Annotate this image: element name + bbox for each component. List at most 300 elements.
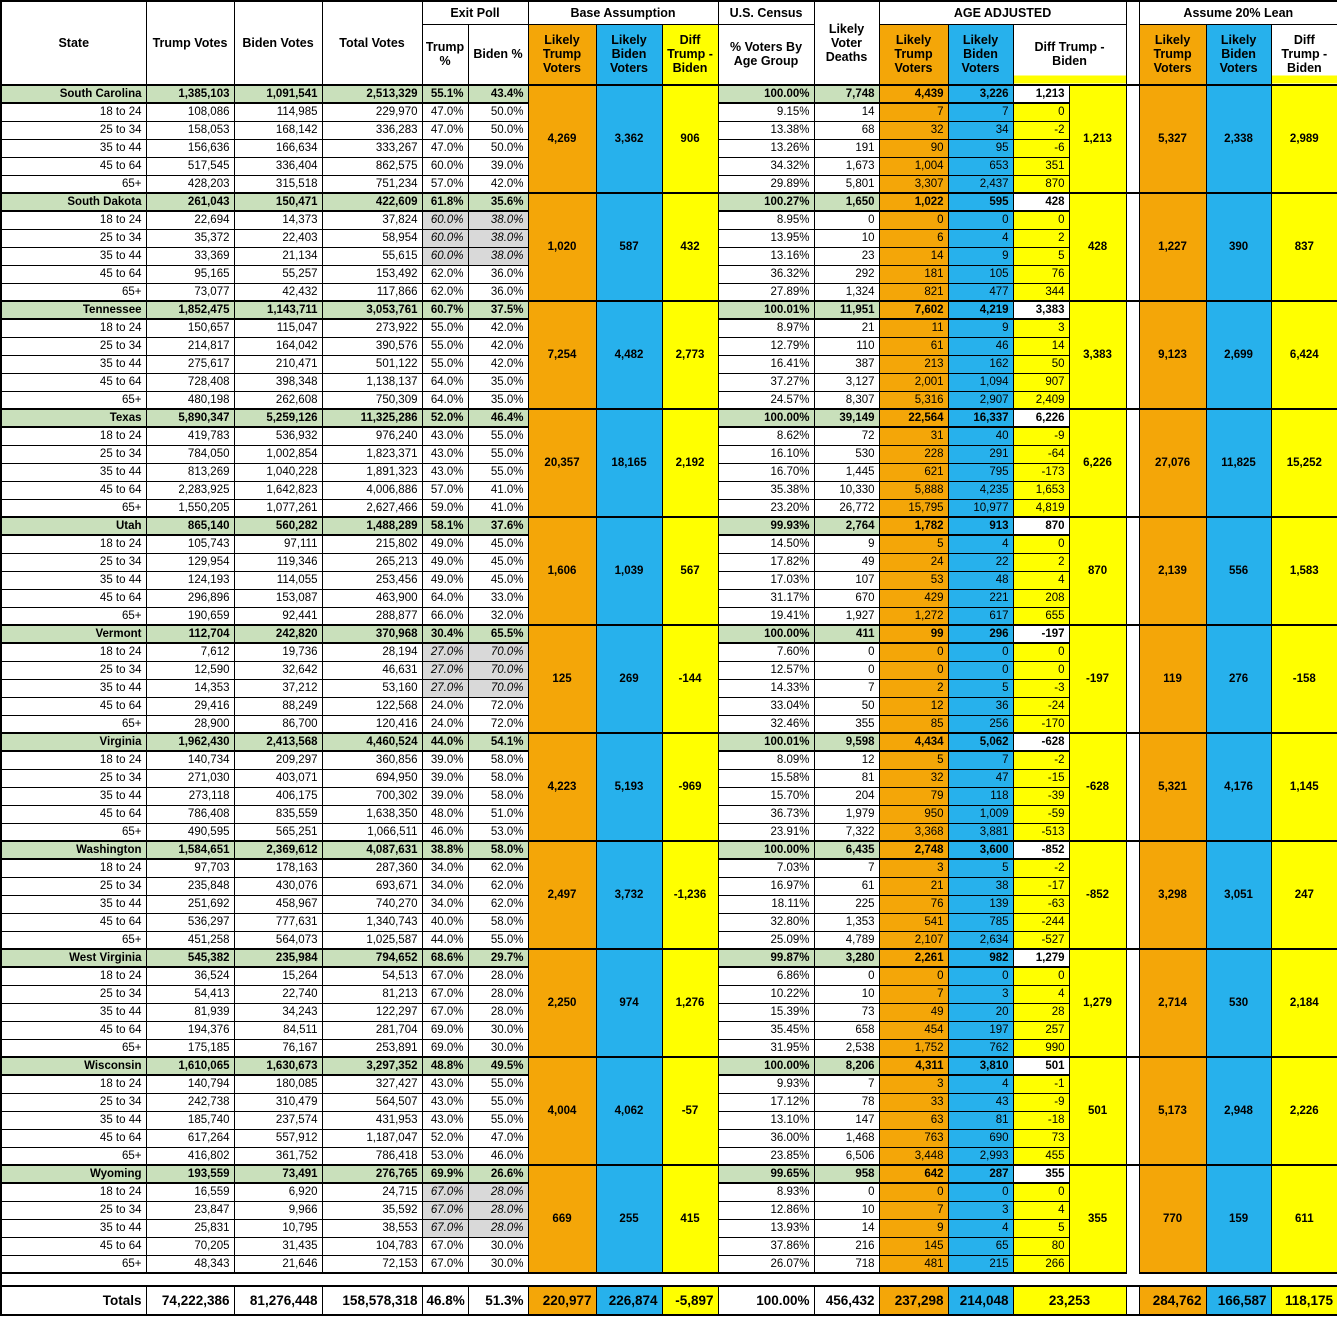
cell-likely-voter-deaths: 6,506 <box>814 1147 879 1165</box>
cell-adj-diff: -6 <box>1013 139 1069 157</box>
cell-base-likely-trump: 7,254 <box>528 301 596 409</box>
cell-likely-voter-deaths: 10,330 <box>814 481 879 499</box>
cell-biden-votes: 310,479 <box>234 1093 322 1111</box>
cell-exit-biden-pct: 42.0% <box>468 337 528 355</box>
cell-exit-trump-pct: 67.0% <box>422 1237 468 1255</box>
cell-pct-voters-by-age: 37.86% <box>718 1237 814 1255</box>
cell-exit-biden-pct: 58.0% <box>468 751 528 769</box>
cell-biden-votes: 114,055 <box>234 571 322 589</box>
cell-pct-voters-by-age: 36.00% <box>718 1129 814 1147</box>
cell-adj-likely-biden: 3,600 <box>948 841 1013 859</box>
cell-biden-votes: 560,282 <box>234 517 322 535</box>
cell-exit-trump-pct: 46.0% <box>422 823 468 841</box>
total-total-votes: 158,578,318 <box>322 1286 422 1315</box>
cell-total-votes: 11,325,286 <box>322 409 422 427</box>
cell-exit-biden-pct: 45.0% <box>468 571 528 589</box>
cell-exit-trump-pct: 47.0% <box>422 121 468 139</box>
cell-biden-votes: 73,491 <box>234 1165 322 1183</box>
cell-biden-votes: 1,091,541 <box>234 85 322 103</box>
cell-adj-diff: -63 <box>1013 895 1069 913</box>
header-exit-biden-pct: Biden % <box>468 24 528 85</box>
cell-adj-likely-trump: 3,368 <box>879 823 948 841</box>
cell-exit-trump-pct: 24.0% <box>422 697 468 715</box>
cell-base-likely-trump: 2,497 <box>528 841 596 949</box>
cell-adj-diff: 2,409 <box>1013 391 1069 409</box>
cell-exit-biden-pct: 70.0% <box>468 661 528 679</box>
age-group-label: 65+ <box>1 715 146 733</box>
cell-trump-votes: 48,343 <box>146 1255 234 1273</box>
cell-adj-likely-biden: 595 <box>948 193 1013 211</box>
cell-trump-votes: 70,205 <box>146 1237 234 1255</box>
cell-biden-votes: 166,634 <box>234 139 322 157</box>
header-state: State <box>1 1 146 85</box>
cell-exit-biden-pct: 55.0% <box>468 1075 528 1093</box>
cell-adj-diff: -1 <box>1013 1075 1069 1093</box>
cell-biden-votes: 458,967 <box>234 895 322 913</box>
cell-base-diff: 2,773 <box>662 301 718 409</box>
cell-adj-likely-trump: 7 <box>879 1201 948 1219</box>
cell-pct-voters-by-age: 14.33% <box>718 679 814 697</box>
cell-exit-biden-pct: 58.0% <box>468 769 528 787</box>
cell-adj-likely-trump: 99 <box>879 625 948 643</box>
cell-likely-voter-deaths: 0 <box>814 643 879 661</box>
cell-exit-biden-pct: 36.0% <box>468 265 528 283</box>
cell-pct-voters-by-age: 13.26% <box>718 139 814 157</box>
cell-adj-diff: -2 <box>1013 751 1069 769</box>
cell-exit-trump-pct: 30.4% <box>422 625 468 643</box>
cell-adj-diff: -9 <box>1013 1093 1069 1111</box>
header-lean-likely-biden: Likely Biden Voters <box>1206 24 1271 85</box>
cell-total-votes: 1,340,743 <box>322 913 422 931</box>
cell-adj-diff: 0 <box>1013 1183 1069 1201</box>
header-lean-likely-trump: Likely Trump Voters <box>1139 24 1206 85</box>
header-base-assumption: Base Assumption <box>528 1 718 24</box>
cell-base-diff: 906 <box>662 85 718 193</box>
cell-biden-votes: 536,932 <box>234 427 322 445</box>
cell-lean-diff: 1,583 <box>1271 517 1337 625</box>
cell-lean-likely-biden: 390 <box>1206 193 1271 301</box>
cell-adj-likely-trump: 63 <box>879 1111 948 1129</box>
cell-adj-likely-biden: 4 <box>948 535 1013 553</box>
cell-exit-trump-pct: 34.0% <box>422 895 468 913</box>
cell-adj-likely-biden: 0 <box>948 967 1013 985</box>
cell-biden-votes: 180,085 <box>234 1075 322 1093</box>
cell-pct-voters-by-age: 8.95% <box>718 211 814 229</box>
state-name: Texas <box>1 409 146 427</box>
cell-exit-biden-pct: 26.6% <box>468 1165 528 1183</box>
cell-adj-likely-biden: 1,009 <box>948 805 1013 823</box>
cell-likely-voter-deaths: 12 <box>814 751 879 769</box>
state-name: South Carolina <box>1 85 146 103</box>
cell-total-votes: 53,160 <box>322 679 422 697</box>
cell-total-votes: 72,153 <box>322 1255 422 1273</box>
cell-base-diff: 432 <box>662 193 718 301</box>
cell-exit-trump-pct: 40.0% <box>422 913 468 931</box>
cell-adj-diff: -39 <box>1013 787 1069 805</box>
cell-total-votes: 694,950 <box>322 769 422 787</box>
cell-adj-likely-trump: 7 <box>879 985 948 1003</box>
cell-biden-votes: 88,249 <box>234 697 322 715</box>
cell-trump-votes: 1,852,475 <box>146 301 234 319</box>
cell-adj-likely-trump: 0 <box>879 967 948 985</box>
age-group-label: 35 to 44 <box>1 895 146 913</box>
spacer-column <box>1126 193 1139 301</box>
cell-likely-voter-deaths: 1,468 <box>814 1129 879 1147</box>
cell-pct-voters-by-age: 18.11% <box>718 895 814 913</box>
cell-exit-biden-pct: 62.0% <box>468 895 528 913</box>
cell-pct-voters-by-age: 99.93% <box>718 517 814 535</box>
cell-adj-likely-trump: 454 <box>879 1021 948 1039</box>
cell-biden-votes: 209,297 <box>234 751 322 769</box>
cell-adj-likely-biden: 653 <box>948 157 1013 175</box>
cell-pct-voters-by-age: 16.97% <box>718 877 814 895</box>
cell-base-likely-trump: 4,223 <box>528 733 596 841</box>
cell-lean-diff: 247 <box>1271 841 1337 949</box>
cell-trump-votes: 158,053 <box>146 121 234 139</box>
cell-trump-votes: 813,269 <box>146 463 234 481</box>
cell-trump-votes: 428,203 <box>146 175 234 193</box>
header-adj-likely-biden: Likely Biden Voters <box>948 24 1013 85</box>
cell-lean-likely-trump: 9,123 <box>1139 301 1206 409</box>
cell-likely-voter-deaths: 8,307 <box>814 391 879 409</box>
cell-biden-votes: 84,511 <box>234 1021 322 1039</box>
cell-trump-votes: 73,077 <box>146 283 234 301</box>
cell-adj-likely-trump: 33 <box>879 1093 948 1111</box>
cell-pct-voters-by-age: 31.95% <box>718 1039 814 1057</box>
cell-adj-diff-group: 1,213 <box>1069 85 1126 193</box>
cell-adj-diff-group: 870 <box>1069 517 1126 625</box>
cell-total-votes: 422,609 <box>322 193 422 211</box>
cell-total-votes: 700,302 <box>322 787 422 805</box>
cell-adj-likely-trump: 950 <box>879 805 948 823</box>
cell-biden-votes: 1,143,711 <box>234 301 322 319</box>
age-group-label: 45 to 64 <box>1 1237 146 1255</box>
cell-exit-biden-pct: 41.0% <box>468 499 528 517</box>
cell-pct-voters-by-age: 36.73% <box>718 805 814 823</box>
cell-trump-votes: 275,617 <box>146 355 234 373</box>
cell-lean-likely-biden: 2,699 <box>1206 301 1271 409</box>
cell-likely-voter-deaths: 225 <box>814 895 879 913</box>
cell-likely-voter-deaths: 1,673 <box>814 157 879 175</box>
cell-exit-trump-pct: 69.9% <box>422 1165 468 1183</box>
age-group-label: 65+ <box>1 283 146 301</box>
cell-lean-likely-biden: 530 <box>1206 949 1271 1057</box>
cell-trump-votes: 16,559 <box>146 1183 234 1201</box>
cell-biden-votes: 565,251 <box>234 823 322 841</box>
cell-total-votes: 693,671 <box>322 877 422 895</box>
cell-trump-votes: 97,703 <box>146 859 234 877</box>
cell-lean-diff: 15,252 <box>1271 409 1337 517</box>
cell-trump-votes: 193,559 <box>146 1165 234 1183</box>
cell-base-likely-biden: 974 <box>596 949 662 1057</box>
cell-trump-votes: 786,408 <box>146 805 234 823</box>
cell-pct-voters-by-age: 12.86% <box>718 1201 814 1219</box>
cell-exit-biden-pct: 51.0% <box>468 805 528 823</box>
cell-exit-trump-pct: 55.1% <box>422 85 468 103</box>
cell-adj-likely-biden: 1,094 <box>948 373 1013 391</box>
cell-adj-likely-trump: 49 <box>879 1003 948 1021</box>
cell-exit-trump-pct: 24.0% <box>422 715 468 733</box>
cell-adj-likely-biden: 7 <box>948 103 1013 121</box>
cell-adj-likely-trump: 3,307 <box>879 175 948 193</box>
cell-trump-votes: 517,545 <box>146 157 234 175</box>
cell-base-diff: -1,236 <box>662 841 718 949</box>
state-name: Tennessee <box>1 301 146 319</box>
total-lean-likely-biden: 166,587 <box>1206 1286 1271 1315</box>
cell-exit-trump-pct: 27.0% <box>422 643 468 661</box>
cell-adj-diff: -17 <box>1013 877 1069 895</box>
age-group-label: 18 to 24 <box>1 319 146 337</box>
cell-exit-biden-pct: 72.0% <box>468 715 528 733</box>
cell-exit-biden-pct: 43.4% <box>468 85 528 103</box>
cell-biden-votes: 37,212 <box>234 679 322 697</box>
cell-base-likely-trump: 4,269 <box>528 85 596 193</box>
header-biden-votes: Biden Votes <box>234 1 322 85</box>
cell-adj-likely-biden: 47 <box>948 769 1013 787</box>
cell-likely-voter-deaths: 10 <box>814 1201 879 1219</box>
age-group-label: 18 to 24 <box>1 859 146 877</box>
cell-trump-votes: 2,283,925 <box>146 481 234 499</box>
cell-base-likely-trump: 1,606 <box>528 517 596 625</box>
age-group-label: 25 to 34 <box>1 229 146 247</box>
cell-trump-votes: 1,385,103 <box>146 85 234 103</box>
cell-exit-biden-pct: 55.0% <box>468 445 528 463</box>
cell-pct-voters-by-age: 32.46% <box>718 715 814 733</box>
cell-biden-votes: 2,413,568 <box>234 733 322 751</box>
cell-exit-trump-pct: 58.1% <box>422 517 468 535</box>
cell-pct-voters-by-age: 13.10% <box>718 1111 814 1129</box>
cell-trump-votes: 12,590 <box>146 661 234 679</box>
cell-total-votes: 1,488,289 <box>322 517 422 535</box>
cell-adj-diff: -15 <box>1013 769 1069 787</box>
total-adj-diff: 23,253 <box>1013 1286 1126 1315</box>
cell-exit-trump-pct: 43.0% <box>422 1075 468 1093</box>
cell-total-votes: 287,360 <box>322 859 422 877</box>
cell-trump-votes: 451,258 <box>146 931 234 949</box>
cell-exit-biden-pct: 42.0% <box>468 319 528 337</box>
cell-lean-likely-biden: 2,338 <box>1206 85 1271 193</box>
cell-base-likely-biden: 587 <box>596 193 662 301</box>
age-group-label: 35 to 44 <box>1 463 146 481</box>
cell-lean-diff: 6,424 <box>1271 301 1337 409</box>
cell-adj-likely-trump: 2,001 <box>879 373 948 391</box>
cell-pct-voters-by-age: 7.03% <box>718 859 814 877</box>
cell-adj-likely-trump: 5 <box>879 751 948 769</box>
cell-biden-votes: 557,912 <box>234 1129 322 1147</box>
cell-trump-votes: 190,659 <box>146 607 234 625</box>
cell-total-votes: 794,652 <box>322 949 422 967</box>
total-likely-voter-deaths: 456,432 <box>814 1286 879 1315</box>
cell-adj-likely-biden: 256 <box>948 715 1013 733</box>
cell-biden-votes: 115,047 <box>234 319 322 337</box>
cell-exit-trump-pct: 68.6% <box>422 949 468 967</box>
cell-adj-diff: -2 <box>1013 859 1069 877</box>
age-group-label: 18 to 24 <box>1 643 146 661</box>
cell-total-votes: 55,615 <box>322 247 422 265</box>
cell-exit-biden-pct: 54.1% <box>468 733 528 751</box>
cell-exit-trump-pct: 52.0% <box>422 1129 468 1147</box>
cell-adj-likely-trump: 1,272 <box>879 607 948 625</box>
cell-adj-diff: 4 <box>1013 985 1069 1003</box>
cell-trump-votes: 536,297 <box>146 913 234 931</box>
cell-exit-biden-pct: 58.0% <box>468 787 528 805</box>
cell-adj-likely-trump: 5,888 <box>879 481 948 499</box>
cell-adj-likely-biden: 40 <box>948 427 1013 445</box>
cell-exit-trump-pct: 60.0% <box>422 157 468 175</box>
cell-adj-likely-trump: 1,022 <box>879 193 948 211</box>
header-adj-diff: Diff Trump - Biden <box>1013 24 1126 85</box>
age-group-label: 45 to 64 <box>1 589 146 607</box>
cell-pct-voters-by-age: 16.70% <box>718 463 814 481</box>
cell-adj-likely-biden: 34 <box>948 121 1013 139</box>
cell-exit-trump-pct: 39.0% <box>422 787 468 805</box>
cell-pct-voters-by-age: 35.45% <box>718 1021 814 1039</box>
cell-trump-votes: 784,050 <box>146 445 234 463</box>
cell-adj-likely-trump: 228 <box>879 445 948 463</box>
age-group-label: 25 to 34 <box>1 121 146 139</box>
age-group-label: 18 to 24 <box>1 103 146 121</box>
cell-adj-likely-biden: 65 <box>948 1237 1013 1255</box>
age-group-label: 65+ <box>1 823 146 841</box>
cell-adj-likely-biden: 2,907 <box>948 391 1013 409</box>
cell-adj-likely-trump: 642 <box>879 1165 948 1183</box>
cell-exit-biden-pct: 55.0% <box>468 1093 528 1111</box>
cell-exit-trump-pct: 57.0% <box>422 481 468 499</box>
header-assume-20-lean: Assume 20% Lean <box>1139 1 1337 24</box>
cell-biden-votes: 31,435 <box>234 1237 322 1255</box>
cell-base-diff: 567 <box>662 517 718 625</box>
cell-adj-diff: 0 <box>1013 535 1069 553</box>
cell-adj-diff: 355 <box>1013 1165 1069 1183</box>
cell-likely-voter-deaths: 411 <box>814 625 879 643</box>
cell-adj-likely-trump: 1,782 <box>879 517 948 535</box>
state-row <box>1 1165 1337 1183</box>
cell-adj-likely-biden: 9 <box>948 247 1013 265</box>
cell-total-votes: 24,715 <box>322 1183 422 1201</box>
age-group-label: 18 to 24 <box>1 1183 146 1201</box>
cell-adj-likely-trump: 2,748 <box>879 841 948 859</box>
cell-trump-votes: 214,817 <box>146 337 234 355</box>
cell-base-likely-biden: 3,732 <box>596 841 662 949</box>
cell-pct-voters-by-age: 16.10% <box>718 445 814 463</box>
cell-total-votes: 1,891,323 <box>322 463 422 481</box>
cell-adj-diff: -628 <box>1013 733 1069 751</box>
cell-pct-voters-by-age: 7.60% <box>718 643 814 661</box>
cell-adj-diff: 655 <box>1013 607 1069 625</box>
cell-trump-votes: 1,610,065 <box>146 1057 234 1075</box>
cell-exit-trump-pct: 43.0% <box>422 1093 468 1111</box>
cell-exit-biden-pct: 47.0% <box>468 1129 528 1147</box>
cell-lean-diff: 1,145 <box>1271 733 1337 841</box>
cell-lean-likely-trump: 5,327 <box>1139 85 1206 193</box>
cell-pct-voters-by-age: 17.03% <box>718 571 814 589</box>
cell-adj-likely-biden: 162 <box>948 355 1013 373</box>
cell-trump-votes: 33,369 <box>146 247 234 265</box>
cell-likely-voter-deaths: 2,764 <box>814 517 879 535</box>
cell-total-votes: 54,513 <box>322 967 422 985</box>
cell-exit-biden-pct: 38.0% <box>468 247 528 265</box>
cell-trump-votes: 36,524 <box>146 967 234 985</box>
cell-base-likely-biden: 4,062 <box>596 1057 662 1165</box>
cell-lean-likely-biden: 2,948 <box>1206 1057 1271 1165</box>
cell-likely-voter-deaths: 7,322 <box>814 823 879 841</box>
cell-likely-voter-deaths: 718 <box>814 1255 879 1273</box>
cell-likely-voter-deaths: 110 <box>814 337 879 355</box>
cell-adj-likely-trump: 21 <box>879 877 948 895</box>
cell-adj-diff: -3 <box>1013 679 1069 697</box>
cell-trump-votes: 865,140 <box>146 517 234 535</box>
header-base-likely-trump: Likely Trump Voters <box>528 24 596 85</box>
cell-pct-voters-by-age: 100.27% <box>718 193 814 211</box>
cell-adj-diff: 4 <box>1013 571 1069 589</box>
cell-likely-voter-deaths: 49 <box>814 553 879 571</box>
cell-exit-biden-pct: 45.0% <box>468 553 528 571</box>
cell-biden-votes: 406,175 <box>234 787 322 805</box>
cell-adj-diff: 2 <box>1013 229 1069 247</box>
spacer-column <box>1126 1057 1139 1165</box>
cell-base-likely-biden: 255 <box>596 1165 662 1273</box>
cell-trump-votes: 416,802 <box>146 1147 234 1165</box>
cell-exit-trump-pct: 57.0% <box>422 175 468 193</box>
cell-adj-likely-biden: 3,810 <box>948 1057 1013 1075</box>
cell-adj-diff-group: 501 <box>1069 1057 1126 1165</box>
cell-biden-votes: 262,608 <box>234 391 322 409</box>
cell-trump-votes: 140,794 <box>146 1075 234 1093</box>
state-name: Utah <box>1 517 146 535</box>
cell-exit-trump-pct: 55.0% <box>422 355 468 373</box>
cell-total-votes: 122,297 <box>322 1003 422 1021</box>
cell-pct-voters-by-age: 25.09% <box>718 931 814 949</box>
cell-pct-voters-by-age: 14.50% <box>718 535 814 553</box>
cell-adj-diff: 266 <box>1013 1255 1069 1273</box>
cell-exit-biden-pct: 36.0% <box>468 283 528 301</box>
cell-base-diff: -969 <box>662 733 718 841</box>
cell-lean-likely-biden: 11,825 <box>1206 409 1271 517</box>
cell-likely-voter-deaths: 73 <box>814 1003 879 1021</box>
cell-adj-likely-trump: 1,752 <box>879 1039 948 1057</box>
cell-trump-votes: 251,692 <box>146 895 234 913</box>
cell-adj-likely-biden: 22 <box>948 553 1013 571</box>
cell-pct-voters-by-age: 100.00% <box>718 625 814 643</box>
cell-biden-votes: 564,073 <box>234 931 322 949</box>
cell-total-votes: 501,122 <box>322 355 422 373</box>
cell-likely-voter-deaths: 9,598 <box>814 733 879 751</box>
cell-pct-voters-by-age: 13.95% <box>718 229 814 247</box>
cell-pct-voters-by-age: 24.57% <box>718 391 814 409</box>
spacer-column <box>1126 1286 1139 1315</box>
cell-adj-diff: 0 <box>1013 643 1069 661</box>
state-row <box>1 841 1337 859</box>
cell-biden-votes: 153,087 <box>234 589 322 607</box>
cell-total-votes: 38,553 <box>322 1219 422 1237</box>
cell-pct-voters-by-age: 32.80% <box>718 913 814 931</box>
cell-adj-likely-trump: 763 <box>879 1129 948 1147</box>
cell-adj-likely-biden: 9 <box>948 319 1013 337</box>
cell-adj-likely-trump: 2,261 <box>879 949 948 967</box>
cell-total-votes: 265,213 <box>322 553 422 571</box>
header-exit-trump-pct: Trump % <box>422 24 468 85</box>
cell-total-votes: 564,507 <box>322 1093 422 1111</box>
age-group-label: 65+ <box>1 391 146 409</box>
cell-likely-voter-deaths: 530 <box>814 445 879 463</box>
cell-base-likely-trump: 4,004 <box>528 1057 596 1165</box>
cell-likely-voter-deaths: 107 <box>814 571 879 589</box>
cell-likely-voter-deaths: 5,801 <box>814 175 879 193</box>
cell-adj-diff: -527 <box>1013 931 1069 949</box>
cell-adj-diff: 351 <box>1013 157 1069 175</box>
cell-exit-biden-pct: 28.0% <box>468 985 528 1003</box>
cell-likely-voter-deaths: 9 <box>814 535 879 553</box>
